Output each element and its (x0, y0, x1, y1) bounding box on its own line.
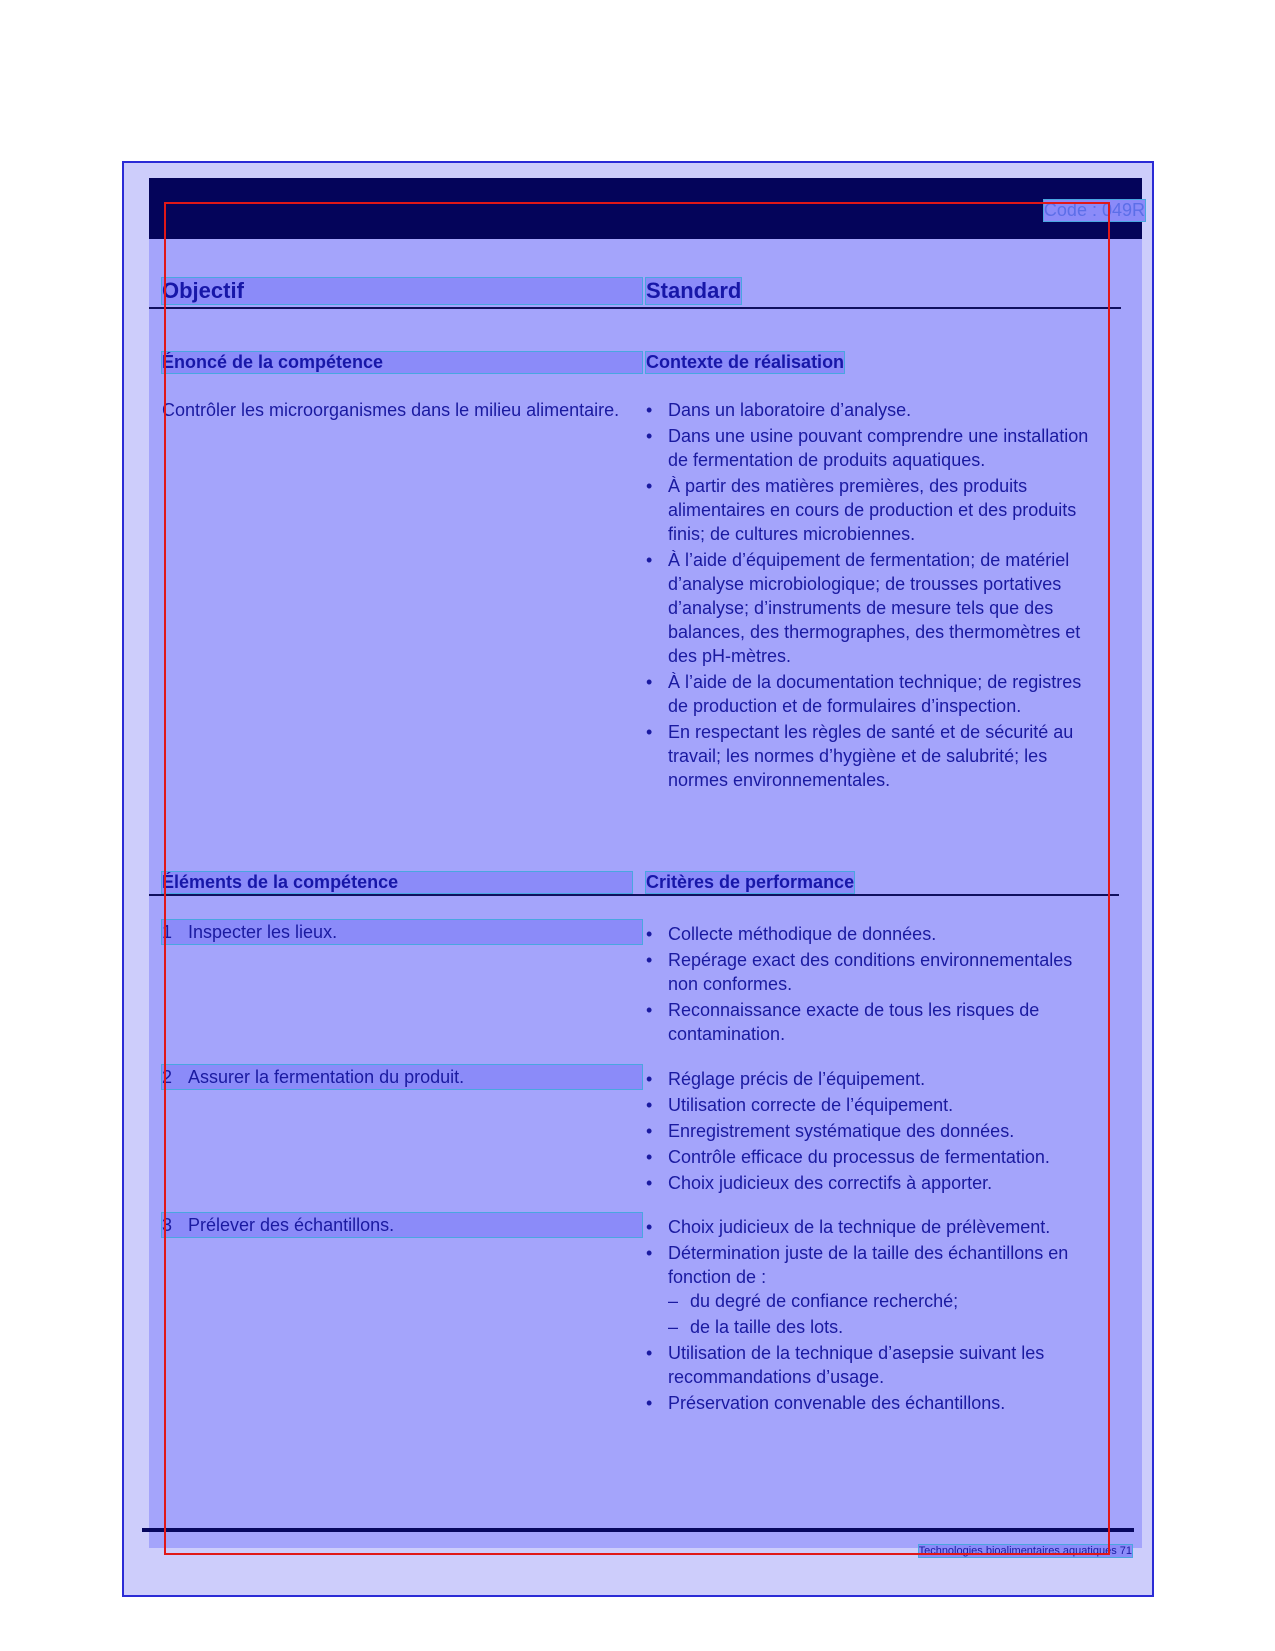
element-label: Assurer la fermentation du produit. (188, 1067, 465, 1087)
competency-elements-heading: Éléments de la compétence (162, 872, 632, 893)
element-number: 1 (162, 922, 173, 942)
criterion-item: • Repérage exact des conditions environnementales non conformes. (646, 948, 1096, 996)
criterion-item: • Choix judicieux de la technique de prélèvement. (646, 1215, 1106, 1239)
criterion-item: • Choix judicieux des correctifs à apporter. (646, 1171, 1106, 1195)
criterion-text: Détermination juste de la taille des échantillons en fonction de : (668, 1243, 1069, 1287)
criterion-item: • Utilisation correcte de l’équipement. (646, 1093, 1106, 1117)
element-2 (162, 1065, 642, 1089)
context-item: • En respectant les règles de santé et de sécurité au travail; les normes d’hygiène et de salubrité; les normes environnementales. (646, 720, 1106, 792)
objective-title: Objectif (162, 278, 642, 304)
criteria-list-1 (646, 922, 1096, 1048)
criterion-item (646, 1241, 1106, 1339)
header-bar (149, 178, 1142, 239)
element-number: 3 (162, 1215, 173, 1235)
criterion-item: • Reconnaissance exacte de tous les risques de contamination. (646, 998, 1096, 1046)
context-heading: Contexte de réalisation (646, 352, 845, 372)
context-item: • À partir des matières premières, des produits alimentaires en cours de production et des produits finis; de cultures microbiennes. (646, 474, 1106, 546)
context-item: • À l’aide de la documentation technique; de registres de production et de formulaires d’inspection. (646, 670, 1106, 718)
element-label: Inspecter les lieux. (188, 922, 338, 942)
footer-rule (142, 1528, 1134, 1532)
element-number: 2 (162, 1067, 173, 1087)
performance-criteria-heading: Critères de performance (646, 872, 855, 892)
context-item: • À l’aide d’équipement de fermentation; de matériel d’analyse microbiologique; de trousses portatives d’analyse; d’instruments de mesure tels que des balances, des thermographes, des thermomètres et des pH-mètres. (646, 548, 1106, 668)
context-item: • Dans un laboratoire d’analyse. (646, 398, 1106, 422)
criterion-item: • Enregistrement systématique des données. (646, 1119, 1106, 1143)
standard-title: Standard (646, 278, 742, 303)
competency-statement-heading: Énoncé de la compétence (162, 352, 642, 373)
element-3 (162, 1213, 642, 1237)
criterion-item: • Collecte méthodique de données. (646, 922, 1096, 946)
criterion-item: • Réglage précis de l’équipement. (646, 1067, 1106, 1091)
sub-criterion-item: – du degré de confiance recherché; (668, 1289, 1106, 1313)
criterion-item: • Contrôle efficace du processus de fermentation. (646, 1145, 1106, 1169)
competency-code: Code : 049R (1043, 200, 1145, 220)
section-rule (149, 894, 1119, 896)
criterion-item: • Utilisation de la technique d’asepsie suivant les recommandations d’usage. (646, 1341, 1106, 1389)
criteria-list-3 (646, 1215, 1106, 1417)
element-label: Prélever des échantillons. (188, 1215, 395, 1235)
competency-statement: Contrôler les microorganismes dans le milieu alimentaire. (162, 400, 620, 420)
criteria-list-2 (646, 1067, 1106, 1197)
context-list (646, 398, 1106, 794)
context-item: • Dans une usine pouvant comprendre une installation de fermentation de produits aquatiques. (646, 424, 1106, 472)
title-rule (149, 307, 1121, 309)
sub-criterion-item: – de la taille des lots. (668, 1315, 1106, 1339)
element-1 (162, 920, 642, 944)
criterion-item: • Préservation convenable des échantillons. (646, 1391, 1106, 1415)
footer-text: Technologies bioalimentaires aquatiques 71 (918, 1545, 1132, 1557)
